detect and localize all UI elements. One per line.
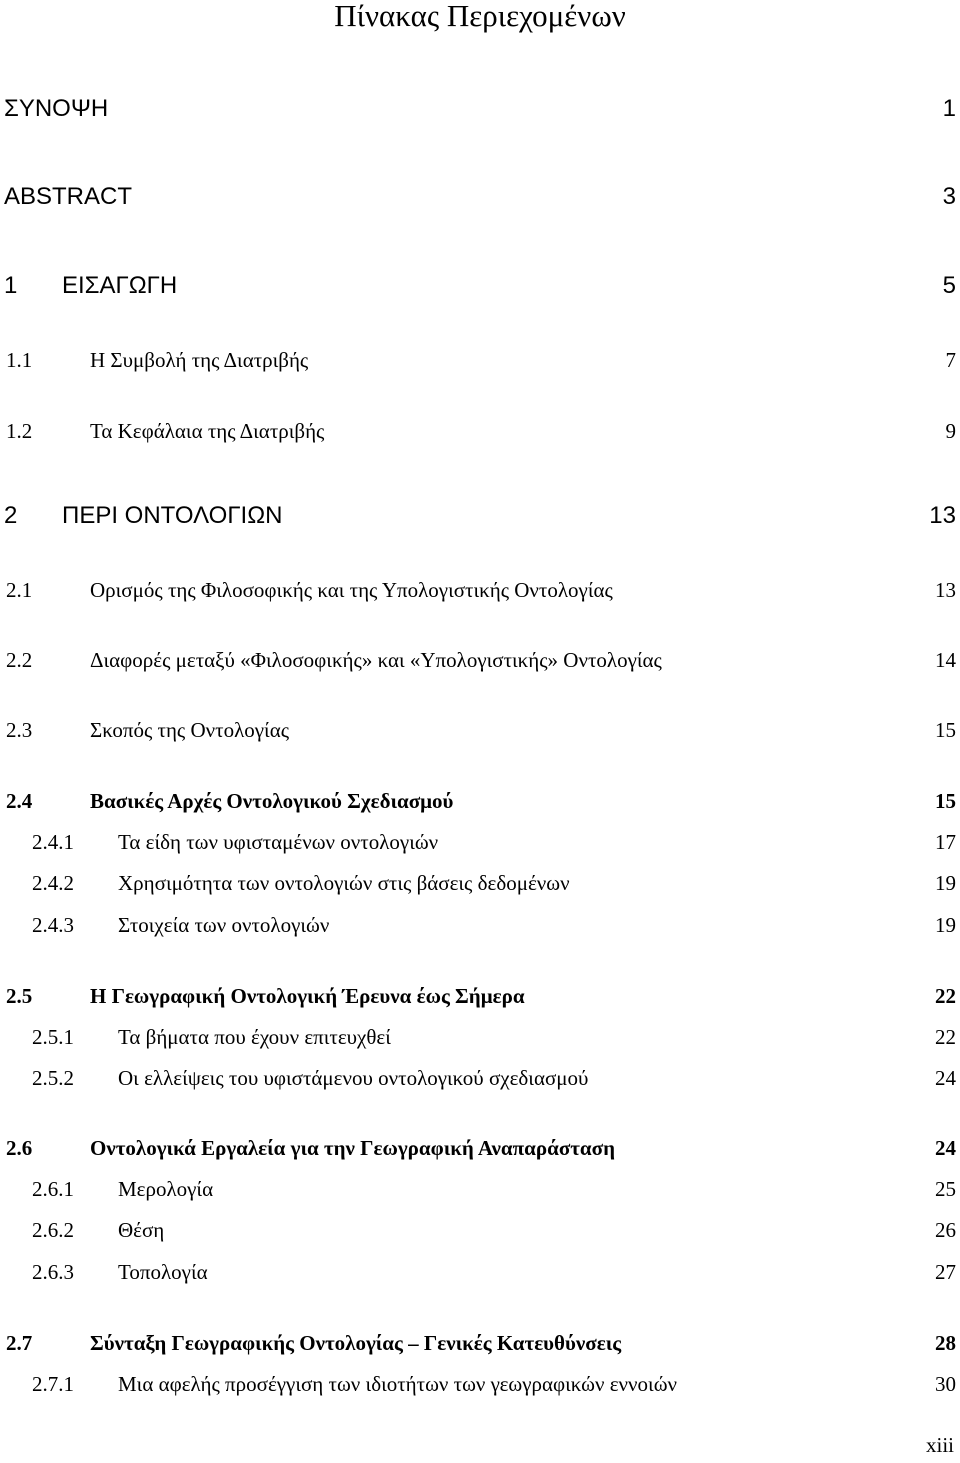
toc-entry-2-4[interactable] bbox=[0, 781, 960, 821]
toc-entry-number: 2.4.2 bbox=[32, 871, 74, 895]
toc-entry-label: ΕΙΣΑΓΩΓΗ bbox=[62, 272, 178, 299]
toc-title: Πίνακας Περιεχομένων bbox=[334, 0, 626, 33]
toc-entry-page: 25 bbox=[935, 1177, 956, 1201]
toc-entry-label: Ορισμός της Φιλοσοφικής και της Υπολογιστικής Οντολογίας bbox=[90, 578, 613, 602]
toc-entry-2-3[interactable] bbox=[0, 710, 960, 750]
toc-entry-2-5[interactable] bbox=[0, 976, 960, 1016]
toc-entry-2-7-1[interactable] bbox=[0, 1364, 960, 1404]
toc-entry-label: Η Γεωγραφική Οντολογική Έρευνα έως Σήμερα bbox=[90, 984, 525, 1008]
toc-entry-label: Μια αφελής προσέγγιση των ιδιοτήτων των γεωγραφικών εννοιών bbox=[118, 1372, 678, 1396]
toc-entry-page: 24 bbox=[935, 1136, 956, 1160]
toc-entry-page: 1 bbox=[942, 95, 956, 122]
toc-entry-2-4-1[interactable] bbox=[0, 822, 960, 862]
toc-entry-page: 22 bbox=[935, 1025, 956, 1049]
toc-entry-page: 22 bbox=[935, 984, 956, 1008]
toc-entry-label: Σύνταξη Γεωγραφικής Οντολογίας – Γενικές Κατευθύνσεις bbox=[90, 1331, 622, 1355]
toc-entry-number: 1 bbox=[4, 272, 18, 299]
toc-entry-page: 5 bbox=[942, 272, 956, 299]
toc-entry-number: 2.6 bbox=[6, 1136, 33, 1160]
toc-entry-page: 14 bbox=[935, 648, 956, 672]
toc-entry-page: 13 bbox=[929, 502, 956, 529]
toc-entry-2-6[interactable] bbox=[0, 1128, 960, 1168]
toc-entry-number: 2.5.2 bbox=[32, 1066, 74, 1090]
toc-entry-2-7[interactable] bbox=[0, 1323, 960, 1363]
toc-entry-2-4-3[interactable] bbox=[0, 905, 960, 945]
toc-entry-2-2[interactable] bbox=[0, 640, 960, 680]
toc-entry-label: Οντολογικά Εργαλεία για την Γεωγραφική Αναπαράσταση bbox=[90, 1136, 615, 1160]
toc-entry-page: 7 bbox=[945, 348, 956, 372]
toc-entry-page: 26 bbox=[935, 1218, 956, 1242]
toc-entry-number: 1.1 bbox=[6, 348, 33, 372]
toc-entry-number: 1.2 bbox=[6, 419, 33, 443]
toc-entry-label: Σκοπός της Οντολογίας bbox=[90, 718, 290, 742]
toc-entry-page: 15 bbox=[935, 718, 956, 742]
toc-entry-label: Η Συμβολή της Διατριβής bbox=[90, 348, 309, 372]
toc-entry-2-5-2[interactable] bbox=[0, 1058, 960, 1098]
toc-entry-page: 27 bbox=[935, 1260, 956, 1284]
toc-entry-number: 2.3 bbox=[6, 718, 33, 742]
toc-entry-number: 2.5.1 bbox=[32, 1025, 74, 1049]
toc-entry-number: 2.6.2 bbox=[32, 1218, 74, 1242]
toc-entry-label: Διαφορές μεταξύ «Φιλοσοφικής» και «Υπολογιστικής» Οντολογίας bbox=[90, 648, 662, 672]
page-number: xiii bbox=[925, 1433, 954, 1457]
toc-entry-synopsis[interactable] bbox=[0, 89, 960, 129]
toc-entry-number: 2.4 bbox=[6, 789, 33, 813]
toc-entry-label: Βασικές Αρχές Οντολογικού Σχεδιασμού bbox=[90, 789, 454, 813]
toc-entry-label: ΠΕΡΙ ΟΝΤΟΛΟΓΙΩΝ bbox=[62, 502, 283, 529]
toc-entry-label: Τα βήματα που έχουν επιτευχθεί bbox=[118, 1025, 391, 1049]
toc-entry-2-1[interactable] bbox=[0, 570, 960, 610]
toc-entry-label: Χρησιμότητα των οντολογιών στις βάσεις δεδομένων bbox=[118, 871, 570, 895]
toc-entry-abstract[interactable] bbox=[0, 177, 960, 217]
toc-entry-label: Στοιχεία των οντολογιών bbox=[118, 913, 330, 937]
toc-entry-2-4-2[interactable] bbox=[0, 863, 960, 903]
toc-entry-label: Τα είδη των υφισταμένων οντολογιών bbox=[118, 830, 439, 854]
toc-entry-label: ABSTRACT bbox=[4, 183, 133, 210]
toc-entry-number: 2.4.3 bbox=[32, 913, 74, 937]
toc-entry-number: 2.6.3 bbox=[32, 1260, 74, 1284]
toc-entry-number: 2.2 bbox=[6, 648, 33, 672]
toc-entry-1-2[interactable] bbox=[0, 411, 960, 451]
toc-entry-number: 2.7 bbox=[6, 1331, 33, 1355]
toc-entry-page: 9 bbox=[945, 419, 956, 443]
toc-entry-1-1[interactable] bbox=[0, 340, 960, 380]
toc-entry-page: 19 bbox=[935, 913, 956, 937]
toc-entry-2-6-1[interactable] bbox=[0, 1169, 960, 1209]
toc-entry-2-6-3[interactable] bbox=[0, 1252, 960, 1292]
toc-entry-chapter-1[interactable] bbox=[0, 266, 960, 306]
toc-entry-page: 13 bbox=[935, 578, 956, 602]
toc-entry-number: 2.7.1 bbox=[32, 1372, 74, 1396]
toc-entry-label: Τα Κεφάλαια της Διατριβής bbox=[90, 419, 325, 443]
toc-entry-page: 3 bbox=[942, 183, 956, 210]
toc-entry-label: ΣΥΝΟΨΗ bbox=[4, 95, 109, 122]
toc-entry-page: 28 bbox=[935, 1331, 956, 1355]
toc-entry-label: Μερολογία bbox=[118, 1177, 214, 1201]
toc-entry-number: 2 bbox=[4, 502, 18, 529]
toc-entry-chapter-2[interactable] bbox=[0, 496, 960, 536]
toc-entry-page: 17 bbox=[935, 830, 956, 854]
toc-entry-number: 2.5 bbox=[6, 984, 33, 1008]
toc-entry-number: 2.1 bbox=[6, 578, 33, 602]
toc-entry-number: 2.6.1 bbox=[32, 1177, 74, 1201]
toc-entry-page: 24 bbox=[935, 1066, 956, 1090]
toc-entry-label: Τοπολογία bbox=[118, 1260, 208, 1284]
toc-entry-page: 15 bbox=[935, 789, 956, 813]
toc-entry-2-5-1[interactable] bbox=[0, 1017, 960, 1057]
toc-entry-number: 2.4.1 bbox=[32, 830, 74, 854]
toc-entry-page: 19 bbox=[935, 871, 956, 895]
toc-entry-label: Οι ελλείψεις του υφιστάμενου οντολογικού σχεδιασμού bbox=[118, 1066, 589, 1090]
toc-entry-page: 30 bbox=[935, 1372, 956, 1396]
toc-entry-label: Θέση bbox=[118, 1218, 165, 1242]
toc-entry-2-6-2[interactable] bbox=[0, 1210, 960, 1250]
